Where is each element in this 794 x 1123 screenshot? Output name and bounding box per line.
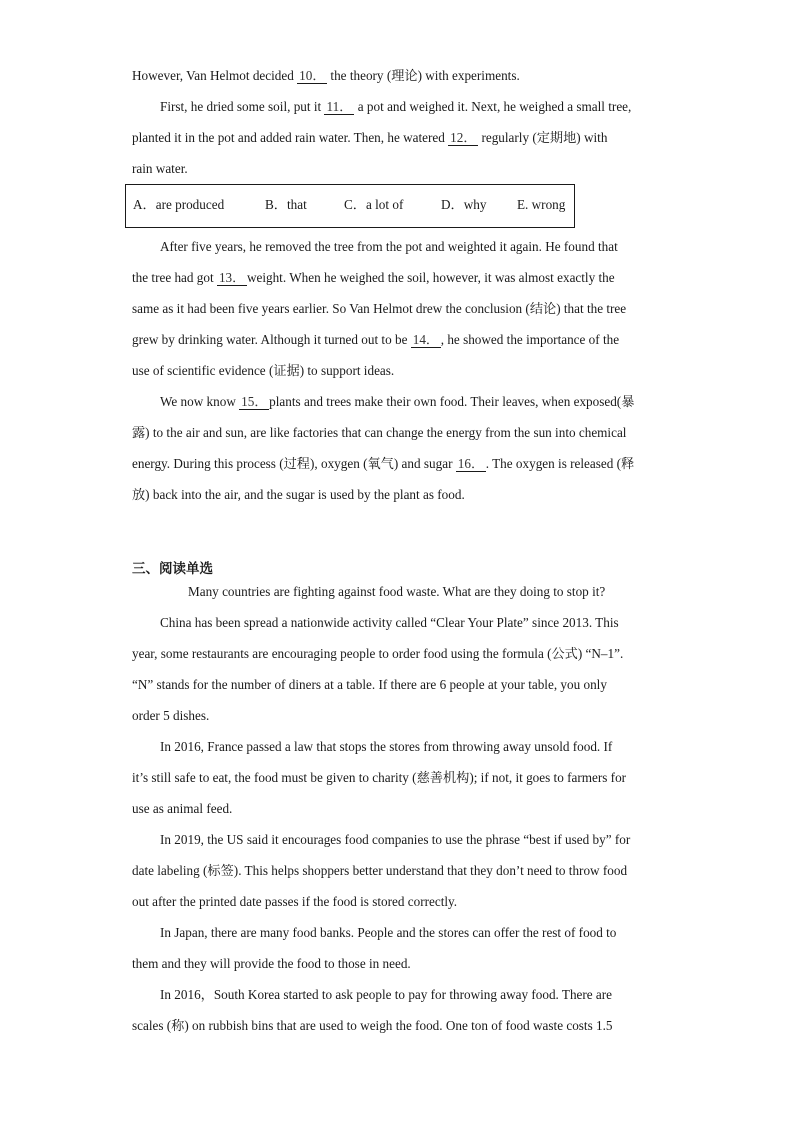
passage-line [132,324,619,355]
passage-line: In 2019, the US said it encourages food companies to use the phrase “best if used by” for [160,832,631,847]
passage-line: 露) to the air and sun, are like factories that can change the energy from the sun into chemical [132,425,627,440]
passage-line: rain water. [132,161,188,176]
passage-line: scales (称) on rubbish bins that are used to weigh the food. One ton of food waste costs 1.5 [132,1018,613,1033]
blank-12[interactable]: 12． [450,130,477,145]
passage-line: 放) back into the air, and the sugar is used by the plant as food. [132,487,465,502]
text: First, he dried some soil, put it [160,99,325,114]
passage-line: use of scientific evidence (证据) to support ideas. [132,363,395,378]
blank-14[interactable]: 14． [412,332,440,347]
section-heading: 三、阅读单选 [132,561,213,577]
blank-16[interactable]: 16． [457,456,485,471]
passage-line: year, some restaurants are encouraging people to order food using the formula (公式) “N–1”. [132,646,624,661]
text: . The oxygen is released (释 [485,456,635,471]
text: plants and trees make their own food. Their leaves, when exposed(暴 [269,394,635,409]
text: grew by drinking water. Although it turned out to be [132,332,411,347]
text: a pot and weighed it. Next, he weighed a small tree, [354,99,632,114]
blank-15[interactable]: 15． [241,394,268,409]
passage-line: out after the printed date passes if the food is stored correctly. [132,894,458,909]
passage-line: In 2016, France passed a law that stops the stores from throwing away unsold food. If [160,739,613,754]
passage-line: use as animal feed. [132,801,233,816]
text: planted it in the pot and added rain water. Then, he watered [132,130,449,145]
option-b: B．that [265,197,307,212]
passage-line: same as it had been five years earlier. So Van Helmot drew the conclusion (结论) that the tree [132,301,627,316]
text: , he showed the importance of the [440,332,620,347]
option-c: C．a lot of [344,197,404,212]
options-box [125,184,575,228]
passage-line [132,122,607,153]
passage-line [160,91,631,122]
text: the theory (理论) with experiments. [327,68,520,83]
passage-line [132,448,634,479]
passage-line: In Japan, there are many food banks. People and the stores can offer the rest of food to [160,925,617,940]
text: We now know [160,394,240,409]
option-e: E. wrong [517,197,566,212]
passage-title: Many countries are fighting against food waste. What are they doing to stop it? [188,584,606,599]
passage-line: it’s still safe to eat, the food must be given to charity (慈善机构); if not, it goes to farmers for [132,770,627,785]
option-a: A．are produced [133,197,225,212]
passage-line: China has been spread a nationwide activity called “Clear Your Plate” since 2013. This [160,615,619,630]
text: weight. When he weighed the soil, however, it was almost exactly the [246,270,615,285]
blank-11[interactable]: 11． [324,99,354,115]
passage-line: order 5 dishes. [132,708,210,723]
passage-line: “N” stands for the number of diners at a table. If there are 6 people at your table, you only [132,677,607,692]
passage-line: After five years, he removed the tree from the pot and weighted it again. He found that [160,239,618,254]
text: the tree had got [132,270,217,285]
blank-13[interactable]: 13． [218,270,246,285]
passage-line: them and they will provide the food to those in need. [132,956,411,971]
passage-line [132,60,520,91]
passage-line [132,262,615,293]
text: However, Van Helmot decided [132,68,298,83]
text: energy. During this process (过程), oxygen (氧气) and sugar [132,456,456,471]
option-d: D．why [441,197,487,212]
passage-line: date labeling (标签). This helps shoppers better understand that they don’t need to throw food [132,863,628,878]
text: regularly (定期地) with [478,130,608,145]
blank-10[interactable]: 10． [299,68,326,83]
passage-line: In 2016，South Korea started to ask people to pay for throwing away food. There are [160,987,613,1002]
passage-line [160,386,634,417]
